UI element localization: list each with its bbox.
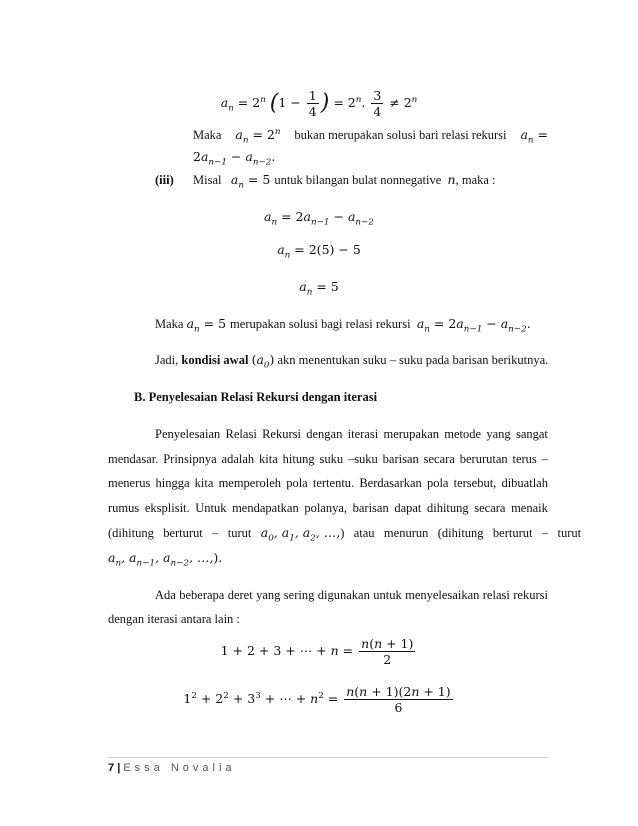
equation-result: $a_n = 5$ [299, 279, 339, 298]
footer-rule [108, 757, 548, 758]
jadi-line: Jadi, kondisi awal $(a_0)$ akn menentukan suku – suku pada barisan berikutnya. [155, 352, 549, 371]
formula-sum-squares: $1^2 + 2^2 + 3^3$ + ⋯ + $n^2$ = $\frac{n(n + 1)(2n + 1)}{6}$ [183, 684, 451, 715]
section-heading-b: B. Penyelesaian Relasi Rekursi dengan iterasi [134, 390, 378, 404]
equation-recurrence: $a_n = 2a_{n-1} - a_{n-2}$ [264, 209, 374, 228]
para2-line2: dengan iterasi antara lain : [108, 612, 240, 626]
para1-line5: (dihitung berturut – turut $a_0$, $a_1$, $a_2$, …,) atau menurun (dihitung berturut – turut [108, 525, 582, 544]
page-footer [108, 762, 236, 774]
equation-an-check: $a_n = 2^n$ (1 − $\frac{1}{4}$ ) = $2^n$. $\frac{3}{4}$ ≠ $2^n$ [220, 88, 418, 119]
equation-substitution: $a_n = 2(5) - 5$ [277, 242, 361, 261]
para1-line4: rumus eksplisit. Untuk mendapatkan polanya, barisan dapat dihitung secara menaik [108, 501, 548, 515]
maka-solusi-line: Maka $a_n = 5$ merupakan solusi bagi relasi rekursi $a_n = 2a_{n-1} - a_{n-2}$. [155, 316, 531, 335]
footer-separator: | [117, 762, 121, 774]
misal-line: Misal $a_n = 5$ untuk bilangan bulat nonnegative n, maka : [193, 172, 496, 191]
para1-line2: mendasar. Prinsipnya adalah kita hitung suku –suku barisan secara berurutan terus – [108, 452, 548, 466]
footer-author: Essa Novalia [123, 762, 236, 774]
recurrence-continued: $2a_{n-1} - a_{n-2}$. [193, 149, 276, 168]
para1-line1: Penyelesaian Relasi Rekursi dengan iterasi merupakan metode yang sangat [155, 427, 548, 441]
para1-line6: $a_n$, $a_{n-1}$, $a_{n-2}$, …,). [108, 550, 223, 569]
para2-line1: Ada beberapa deret yang sering digunakan untuk menyelesaikan relasi rekursi [155, 588, 548, 602]
formula-sum-n: 1 + 2 + 3 + ⋯ + n = $\frac{n(n + 1)}{2}$ [220, 636, 414, 667]
item-iii-label: (iii) [155, 173, 174, 187]
para1-line3: menerus hingga kita memperoleh pola tertentu. Berdasarkan pola tersebut, dibuatlah [108, 476, 548, 490]
page-number: 7 [108, 762, 115, 774]
maka-bukan-line: Maka $a_n = 2^n$ bukan merupakan solusi bari relasi rekursi $a_n$ = [193, 126, 548, 146]
